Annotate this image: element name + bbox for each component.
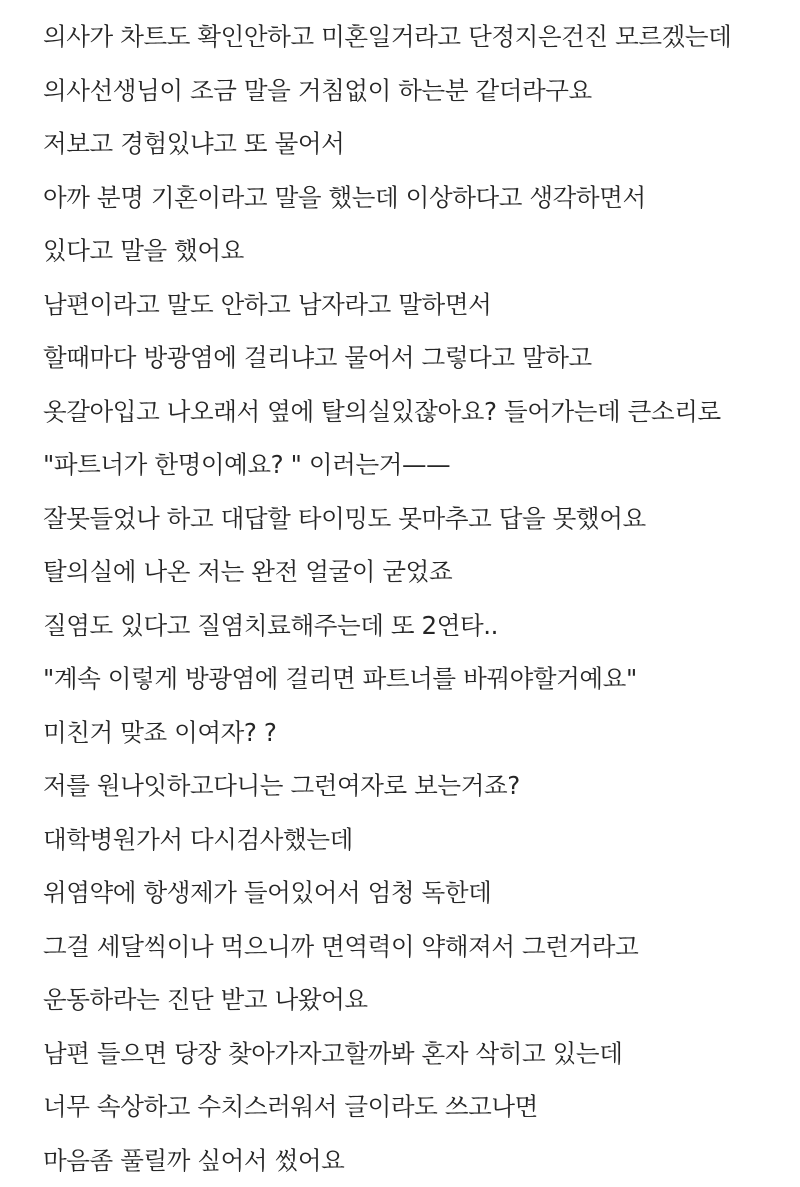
- post-text-line: 마음좀 풀릴까 싶어서 썼어요: [43, 1134, 780, 1187]
- post-text-line: 질염도 있다고 질염치료해주는데 또 2연타..: [43, 599, 780, 653]
- post-text-line: "파트너가 한명이예요? " 이러는거——: [43, 438, 780, 492]
- post-text-line: 운동하라는 진단 받고 나왔어요: [43, 973, 780, 1027]
- post-text-line: 저를 원나잇하고다니는 그런여자로 보는거죠?: [43, 759, 780, 813]
- post-text-line: 아까 분명 기혼이라고 말을 했는데 이상하다고 생각하면서: [43, 171, 780, 225]
- post-text-line: 미친거 맞죠 이여자? ?: [43, 706, 780, 760]
- post-text-line: 의사선생님이 조금 말을 거침없이 하는분 같더라구요: [43, 64, 780, 118]
- post-text-line: 그걸 세달씩이나 먹으니까 면역력이 약해져서 그런거라고: [43, 920, 780, 974]
- post-text-line: 잘못들었나 하고 대답할 타이밍도 못마추고 답을 못했어요: [43, 492, 780, 546]
- post-text-line: 할때마다 방광염에 걸리냐고 물어서 그렇다고 말하고: [43, 331, 780, 385]
- post-text-line: "계속 이렇게 방광염에 걸리면 파트너를 바꿔야할거예요": [43, 652, 780, 706]
- post-text-line: 대학병원가서 다시검사했는데: [43, 813, 780, 867]
- post-text-line: 있다고 말을 했어요: [43, 224, 780, 278]
- post-text-line: 남편이라고 말도 안하고 남자라고 말하면서: [43, 278, 780, 332]
- post-text-line: 옷갈아입고 나오래서 옆에 탈의실있잖아요? 들어가는데 큰소리로: [43, 385, 780, 439]
- post-text-line: 너무 속상하고 수치스러워서 글이라도 쓰고나면: [43, 1080, 780, 1134]
- post-text-line: 탈의실에 나온 저는 완전 얼굴이 굳었죠: [43, 545, 780, 599]
- post-text-line: 위염약에 항생제가 들어있어서 엄청 독한데: [43, 866, 780, 920]
- post-text-line: 의사가 차트도 확인안하고 미혼일거라고 단정지은건진 모르겠는데: [43, 10, 780, 64]
- post-text-line: 남편 들으면 당장 찾아가자고할까봐 혼자 삭히고 있는데: [43, 1027, 780, 1081]
- post-text-line: 저보고 경험있냐고 또 물어서: [43, 117, 780, 171]
